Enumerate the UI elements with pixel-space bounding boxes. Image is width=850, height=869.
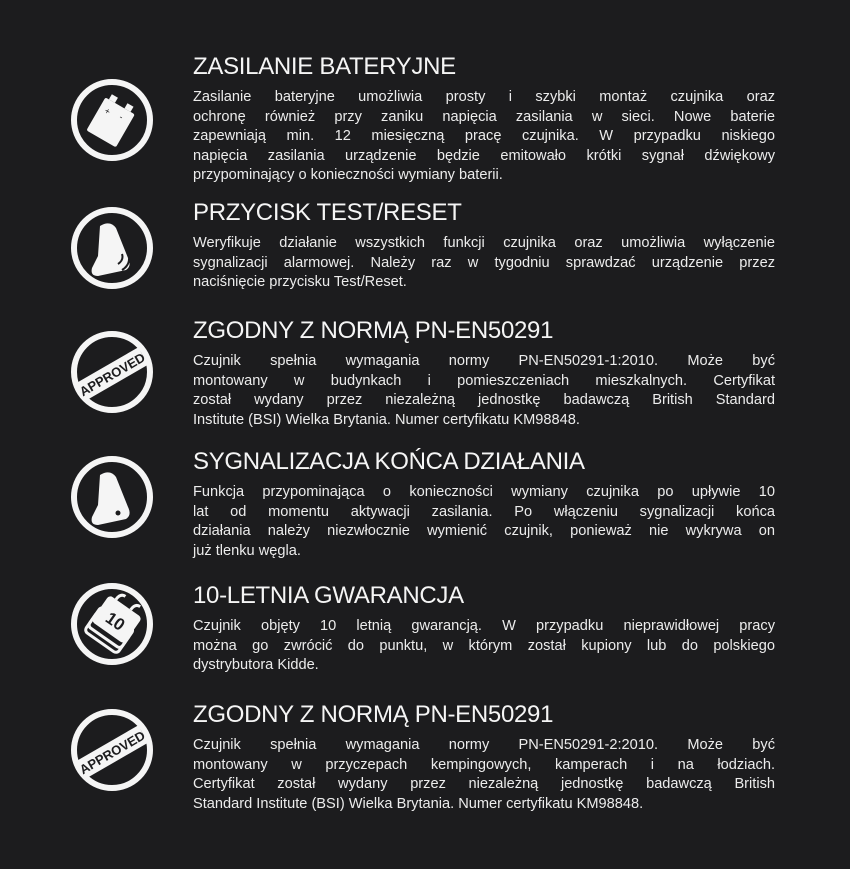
approved-stamp-icon bbox=[70, 330, 154, 414]
description-line: Weryfikuje działanie wszystkich funkcji czujnika oraz umożliwia wyłączenie bbox=[193, 235, 775, 251]
description-line: Zasilanie bateryjne umożliwia prosty i szybki montaż czujnika oraz bbox=[193, 89, 775, 105]
description-line: montowany w przyczepach kempingowych, kamperach i na łodziach. bbox=[193, 756, 775, 773]
description-line: Funkcja przypominająca o konieczności wymiany czujnika po upływie 10 bbox=[193, 484, 775, 500]
description-line: Czujnik spełnia wymagania normy PN-EN50291-2:2010. Może być bbox=[193, 737, 775, 753]
feature-description bbox=[193, 483, 775, 561]
description-line: działania należy niezwłocznie wymienić czujnik, ponieważ nie wykrywa on bbox=[193, 523, 775, 539]
svg-text:APPROVED: APPROVED bbox=[76, 349, 148, 400]
feature-title: ZGODNY Z NORMĄ PN-EN50291 bbox=[193, 701, 554, 728]
description-line: dystrybutora Kidde. bbox=[193, 657, 319, 673]
svg-text:-: - bbox=[117, 111, 126, 123]
feature-title: 10-LETNIA GWARANCJA bbox=[193, 582, 464, 609]
description-line: ochronę również przy zaniku napięcia zasilania w sieci. Nowe baterie bbox=[193, 108, 775, 125]
feature-description bbox=[193, 88, 775, 186]
description-line: Czujnik objęty 10 letnią gwarancją. W przypadku nieprawidłowej pracy bbox=[193, 618, 775, 634]
description-line: Institute (BSI) Wielka Brytania. Numer certyfikatu KM98848. bbox=[193, 411, 580, 428]
feature-title: SYGNALIZACJA KOŃCA DZIAŁANIA bbox=[193, 448, 585, 475]
description-line: napięcia zasilania urządzenie będzie emitowało krótki sygnał dźwiękowy bbox=[193, 147, 775, 164]
description-line: został wydany przez niezależną jednostkę badawczą British Standard bbox=[193, 392, 775, 408]
battery-icon bbox=[70, 78, 154, 162]
feature-description bbox=[193, 352, 775, 430]
svg-text:APPROVED: APPROVED bbox=[76, 727, 148, 778]
description-line: już tlenku węgla. bbox=[193, 542, 301, 559]
bell-button-icon bbox=[70, 206, 154, 290]
feature-title: PRZYCISK TEST/RESET bbox=[193, 199, 462, 226]
feature-description bbox=[193, 617, 775, 676]
description-line: przypominający o konieczności wymiany baterii. bbox=[193, 167, 503, 183]
description-line: sygnalizacji alarmowej. Należy raz w tygodniu sprawdzać urządzenie przez bbox=[193, 254, 775, 271]
description-line: Czujnik spełnia wymagania normy PN-EN50291-1:2010. Może być bbox=[193, 353, 775, 369]
feature-title: ZASILANIE BATERYJNE bbox=[193, 53, 456, 80]
svg-text:10: 10 bbox=[101, 608, 129, 635]
feature-description bbox=[193, 736, 775, 814]
description-line: lat od momentu aktywacji zasilania. Po włączeniu sygnalizacji końca bbox=[193, 503, 775, 520]
description-line: Standard Institute (BSI) Wielka Brytania. Numer certyfikatu KM98848. bbox=[193, 795, 644, 812]
description-line: naciśnięcie przycisku Test/Reset. bbox=[193, 274, 407, 290]
bell-icon bbox=[70, 455, 154, 539]
feature-description bbox=[193, 234, 775, 293]
approved-stamp-icon bbox=[70, 708, 154, 792]
svg-text:+: + bbox=[102, 105, 113, 117]
description-line: zapewniają min. 12 miesięczną pracę czujnika. W przypadku niskiego bbox=[193, 128, 775, 144]
calendar-10-icon bbox=[70, 582, 154, 666]
feature-title: ZGODNY Z NORMĄ PN-EN50291 bbox=[193, 317, 554, 344]
description-line: Certyfikat został wydany przez niezależną jednostkę badawczą British bbox=[193, 776, 775, 792]
description-line: można go zwrócić do punktu, w którym został kupiony lub do polskiego bbox=[193, 637, 775, 654]
description-line: montowany w budynkach i pomieszczeniach mieszkalnych. Certyfikat bbox=[193, 372, 775, 389]
